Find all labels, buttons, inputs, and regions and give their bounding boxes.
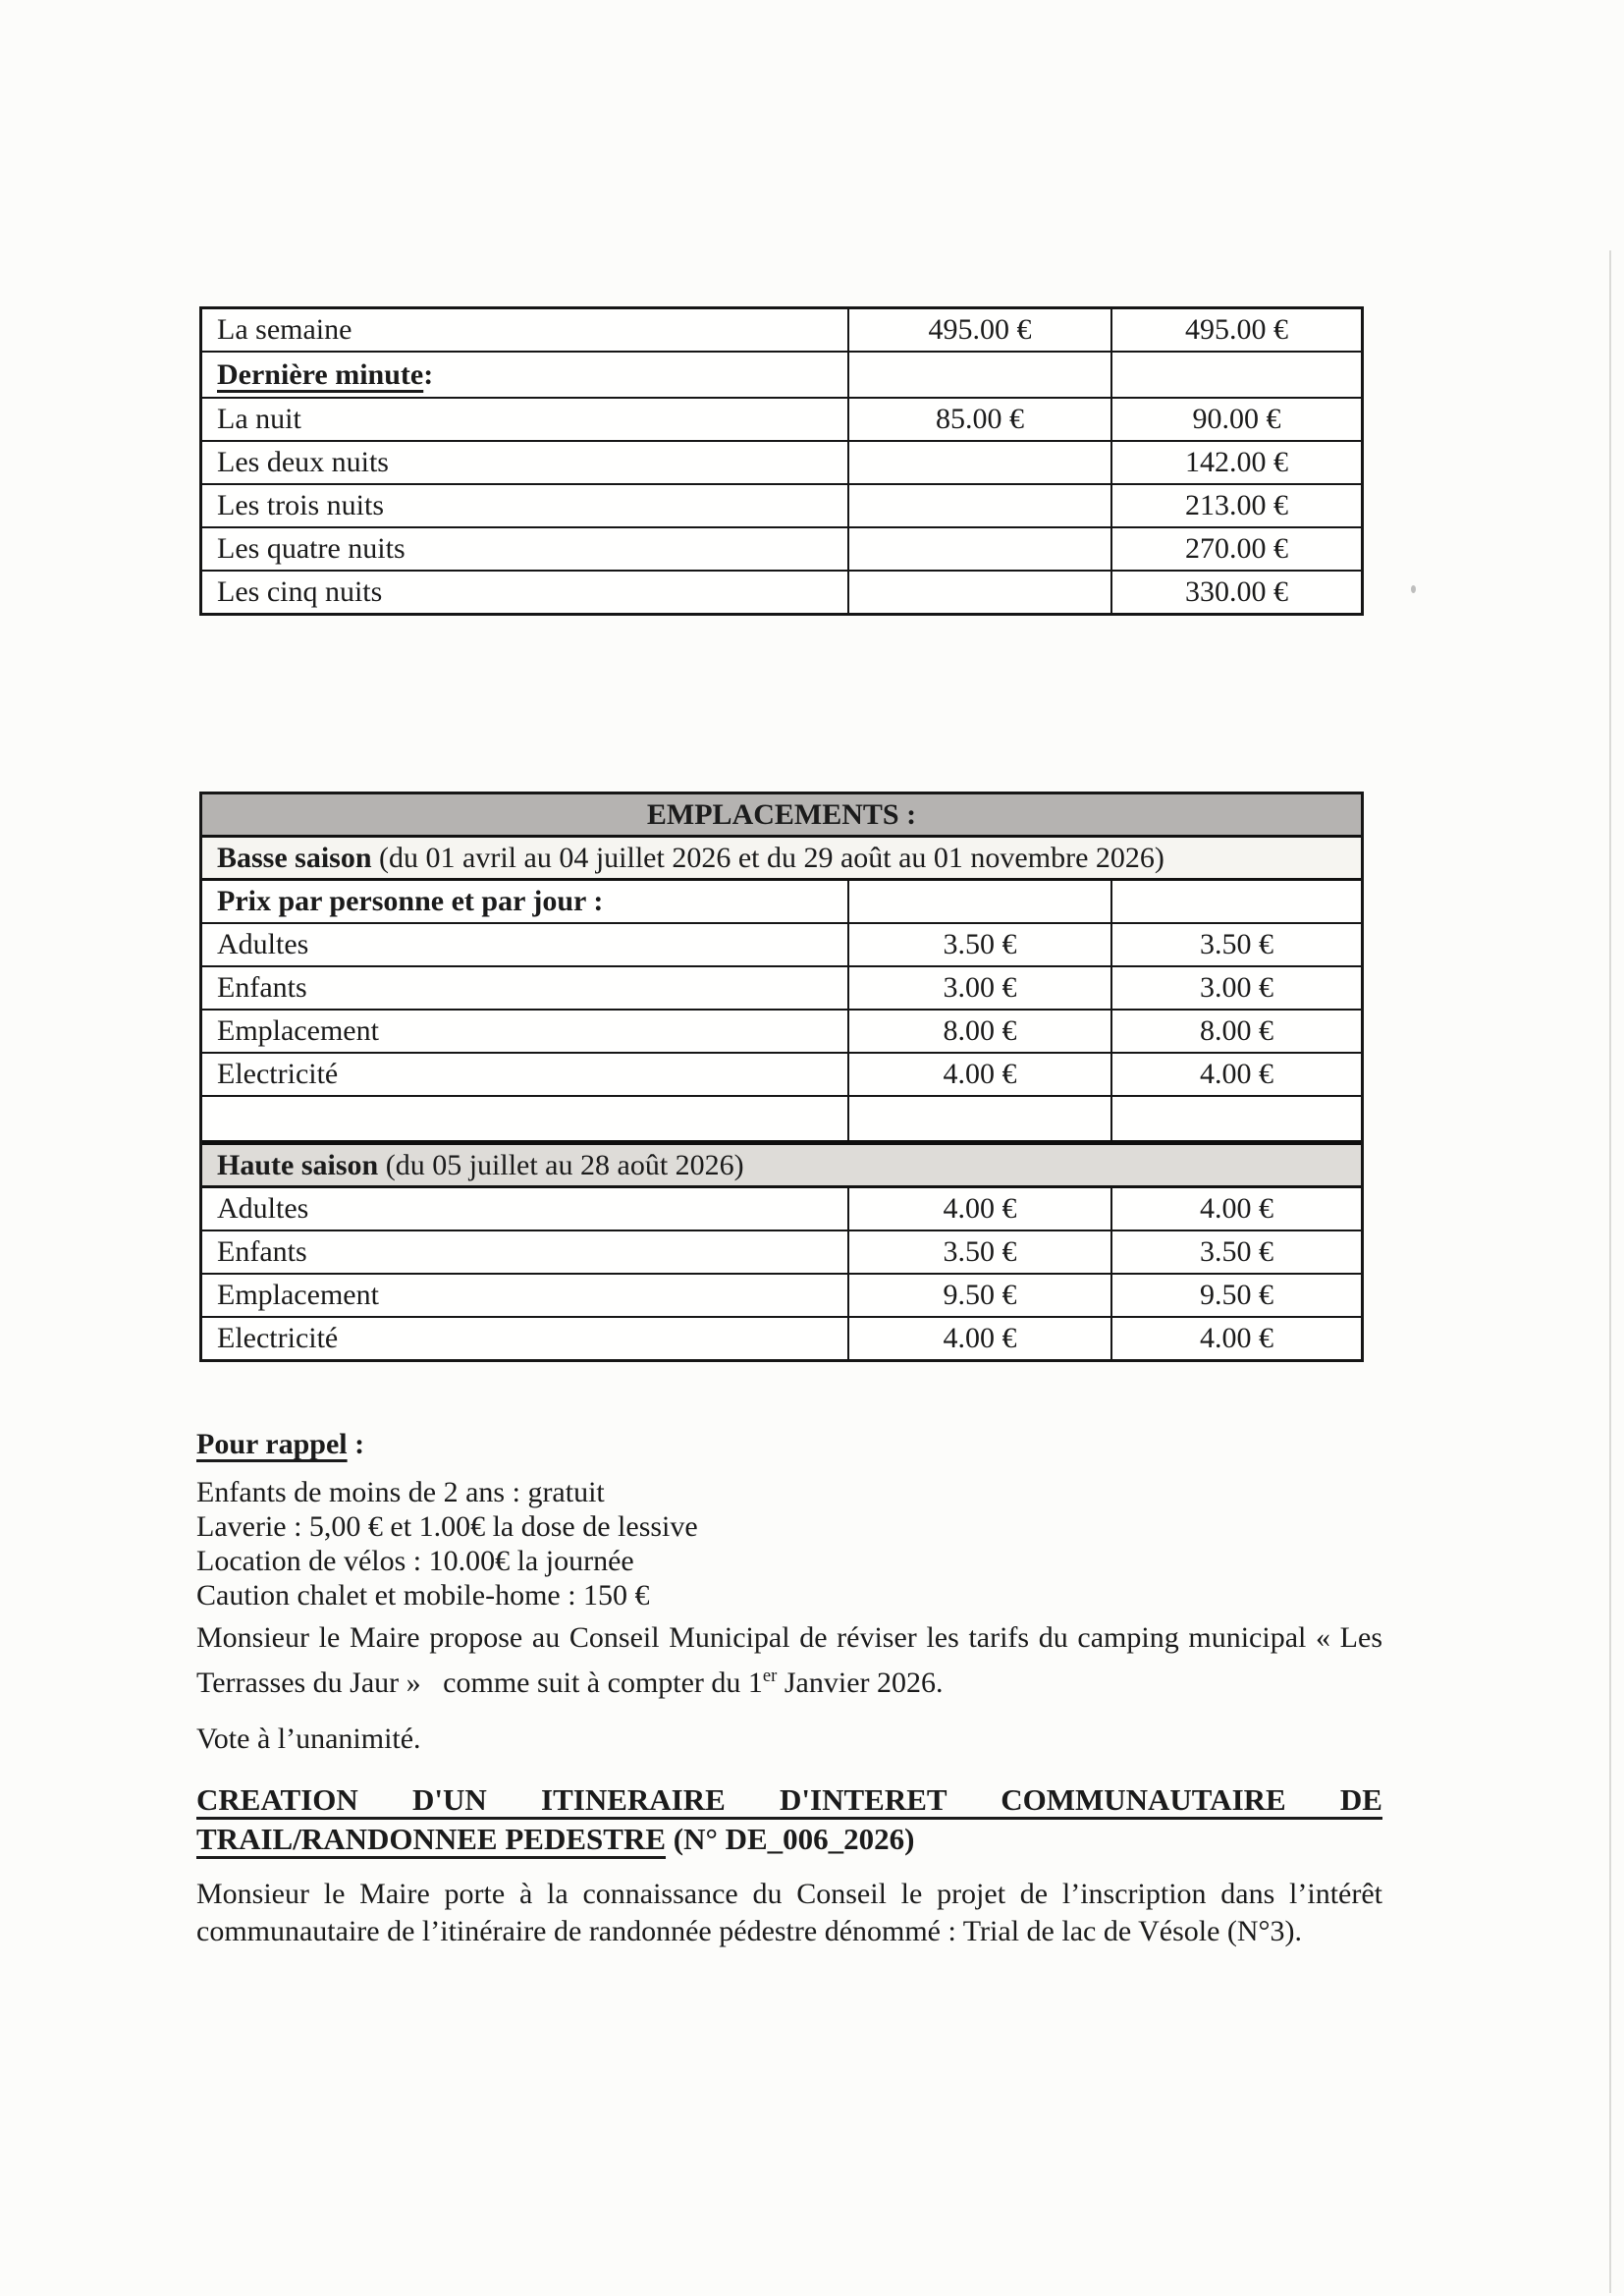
row-label: La nuit [217,403,301,435]
price-cell [1110,353,1361,397]
price-value: 9.50 € [1200,1279,1273,1311]
row-label: Enfants [217,1235,307,1268]
price-cell [1110,1275,1361,1316]
table-row [202,965,1361,1009]
table-row [202,397,1361,440]
emplacements-title: EMPLACEMENTS : [646,797,917,831]
rappel-note-line: Laverie : 5,00 € et 1.00€ la dose de lessive [196,1510,698,1543]
price-cell [847,528,1110,570]
basse-saison-title: Basse saison [217,841,372,874]
row-label: Les cinq nuits [217,575,383,608]
price-cell [847,572,1110,613]
pour-rappel-heading [196,1426,1382,1463]
table-row-derniere-minute [202,351,1361,397]
emplacements-header-row [202,794,1361,835]
paragraph-trail-project [196,1876,1382,1950]
row-label: Emplacement [217,1279,379,1311]
price-cell [847,353,1110,397]
row-label-cell [202,309,847,351]
price-value: 270.00 € [1185,532,1288,565]
vote-line [196,1721,1382,1758]
price-cell [847,1011,1110,1052]
row-label: Adultes [217,1192,309,1225]
price-cell [847,1188,1110,1230]
row-label: Enfants [217,971,307,1004]
table-row [202,1316,1361,1359]
haute-saison-title: Haute saison [217,1148,379,1181]
price-value: 3.50 € [943,928,1017,960]
price-value: 142.00 € [1185,446,1288,478]
price-cell [847,1097,1110,1140]
row-label-cell [202,442,847,483]
price-value: 4.00 € [1200,1322,1273,1354]
price-cell [847,967,1110,1009]
haute-saison-label [217,1149,744,1182]
table-row [202,1009,1361,1052]
paragraph-line: Monsieur le Maire porte à la connaissance du Conseil le projet de l’inscription dans l’intérêt [196,1878,1382,1910]
prix-header-row [202,878,1361,922]
price-cell [847,1054,1110,1095]
section-label: Dernière minute [217,357,424,391]
price-cell [847,399,1110,440]
row-label: Adultes [217,928,309,960]
price-value: 3.50 € [1200,1235,1273,1268]
price-value: 85.00 € [936,403,1024,435]
price-cell [1110,924,1361,965]
row-label-cell [202,1318,847,1359]
vote-text: Vote à l’unanimité. [196,1722,421,1755]
heading-reference-number: (N° DE_006_2026) [666,1822,915,1856]
price-cell [1110,572,1361,613]
row-label-cell [202,399,847,440]
paragraph-text: Terrasses du Jaur » comme suit à compter du 1 [196,1667,763,1699]
row-label-cell [202,1011,847,1052]
prix-label: Prix par personne et par jour : [217,885,604,917]
table-row [202,1230,1361,1273]
table-row [202,440,1361,483]
price-cell [847,1231,1110,1273]
rappel-note-line: Enfants de moins de 2 ans : gratuit [196,1476,605,1508]
price-value: 213.00 € [1185,489,1288,521]
price-cell [1110,1231,1361,1273]
price-value: 495.00 € [928,313,1032,346]
basse-saison-label [217,842,1164,875]
price-cell [847,1318,1110,1359]
price-value: 4.00 € [1200,1058,1273,1090]
superscript-er: er [762,1666,778,1686]
price-value: 4.00 € [943,1192,1017,1225]
row-label-cell [202,1188,847,1230]
row-label-cell [202,881,847,922]
price-value: 3.00 € [943,971,1017,1004]
price-cell [847,924,1110,965]
pour-rappel-colon: : [347,1428,365,1460]
pour-rappel-title: Pour rappel [196,1428,348,1460]
price-cell [1110,967,1361,1009]
basse-saison-dates: (du 01 avril au 04 juillet 2026 et du 29 août au 01 novembre 2026) [371,841,1164,874]
price-cell [1110,528,1361,570]
table-row [202,570,1361,613]
table-row [202,1052,1361,1095]
paragraph-line: communautaire de l’itinéraire de randonnée pédestre dénommé : Trial de lac de Vésole (N°3). [196,1915,1303,1947]
scan-dot [1411,585,1416,593]
price-value: 4.00 € [1200,1192,1273,1225]
table-row [202,309,1361,351]
rappel-notes [196,1475,1382,1613]
rappel-note-line: Location de vélos : 10.00€ la journée [196,1545,634,1577]
price-value: 495.00 € [1185,313,1288,346]
price-cell [847,442,1110,483]
row-label-cell [202,924,847,965]
price-cell [1110,1188,1361,1230]
price-cell [1110,1054,1361,1095]
price-value: 3.50 € [943,1235,1017,1268]
empty-row [202,1095,1361,1140]
price-cell [1110,309,1361,351]
paragraph-line [196,1661,1382,1706]
price-value: 8.00 € [943,1014,1017,1047]
table-row [202,483,1361,526]
paragraph-mayor-proposal [196,1615,1382,1706]
row-label: Electricité [217,1058,339,1090]
heading-underlined-text: TRAIL/RANDONNEE PEDESTRE [196,1822,667,1856]
price-value: 8.00 € [1200,1014,1273,1047]
heading-underlined-text: CREATION D'UN ITINERAIRE D'INTERET COMMUNAUTAIRE DE [196,1782,1382,1817]
table-row [202,526,1361,570]
price-value: 3.50 € [1200,928,1273,960]
price-cell [1110,442,1361,483]
row-label: La semaine [217,313,352,346]
table-row [202,1185,1361,1230]
row-label: Les trois nuits [217,489,384,521]
row-label: Les deux nuits [217,446,389,478]
price-value: 3.00 € [1200,971,1273,1004]
price-cell [847,485,1110,526]
table-row [202,1273,1361,1316]
row-label-cell [202,1054,847,1095]
price-cell [1110,881,1361,922]
price-cell [1110,1097,1361,1140]
row-label-cell [202,572,847,613]
heading-line [196,1780,1382,1820]
price-cell [847,309,1110,351]
row-label: Electricité [217,1322,339,1354]
row-label-cell [202,485,847,526]
scan-edge-line [1609,250,1611,2293]
basse-saison-row [202,835,1361,878]
table-row [202,922,1361,965]
row-label: Les quatre nuits [217,532,406,565]
price-value: 4.00 € [943,1322,1017,1354]
price-value: 90.00 € [1192,403,1281,435]
row-label-cell [202,967,847,1009]
paragraph-line: Monsieur le Maire propose au Conseil Municipal de réviser les tarifs du camping municipal « Les [196,1621,1382,1654]
price-cell [1110,1011,1361,1052]
heading-line [196,1820,1382,1859]
rappel-note-line: Caution chalet et mobile-home : 150 € [196,1579,650,1612]
price-cell [847,881,1110,922]
row-label: Emplacement [217,1014,379,1047]
haute-saison-dates: (du 05 juillet au 28 août 2026) [378,1148,744,1181]
emplacements-table [199,792,1364,1362]
row-label-cell [202,1275,847,1316]
price-cell [847,1275,1110,1316]
row-label-cell [202,353,847,397]
section-label-colon: : [423,357,434,391]
row-label-cell [202,1231,847,1273]
price-cell [1110,1318,1361,1359]
haute-saison-row [202,1140,1361,1185]
price-cell [1110,399,1361,440]
row-label-cell [202,528,847,570]
paragraph-text: Janvier 2026. [777,1667,944,1699]
price-cell [1110,485,1361,526]
row-label-cell [202,1097,847,1140]
price-value: 330.00 € [1185,575,1288,608]
price-value: 4.00 € [943,1058,1017,1090]
price-value: 9.50 € [943,1279,1017,1311]
deliberation-heading [196,1780,1382,1859]
last-minute-tariffs-table [199,306,1364,616]
